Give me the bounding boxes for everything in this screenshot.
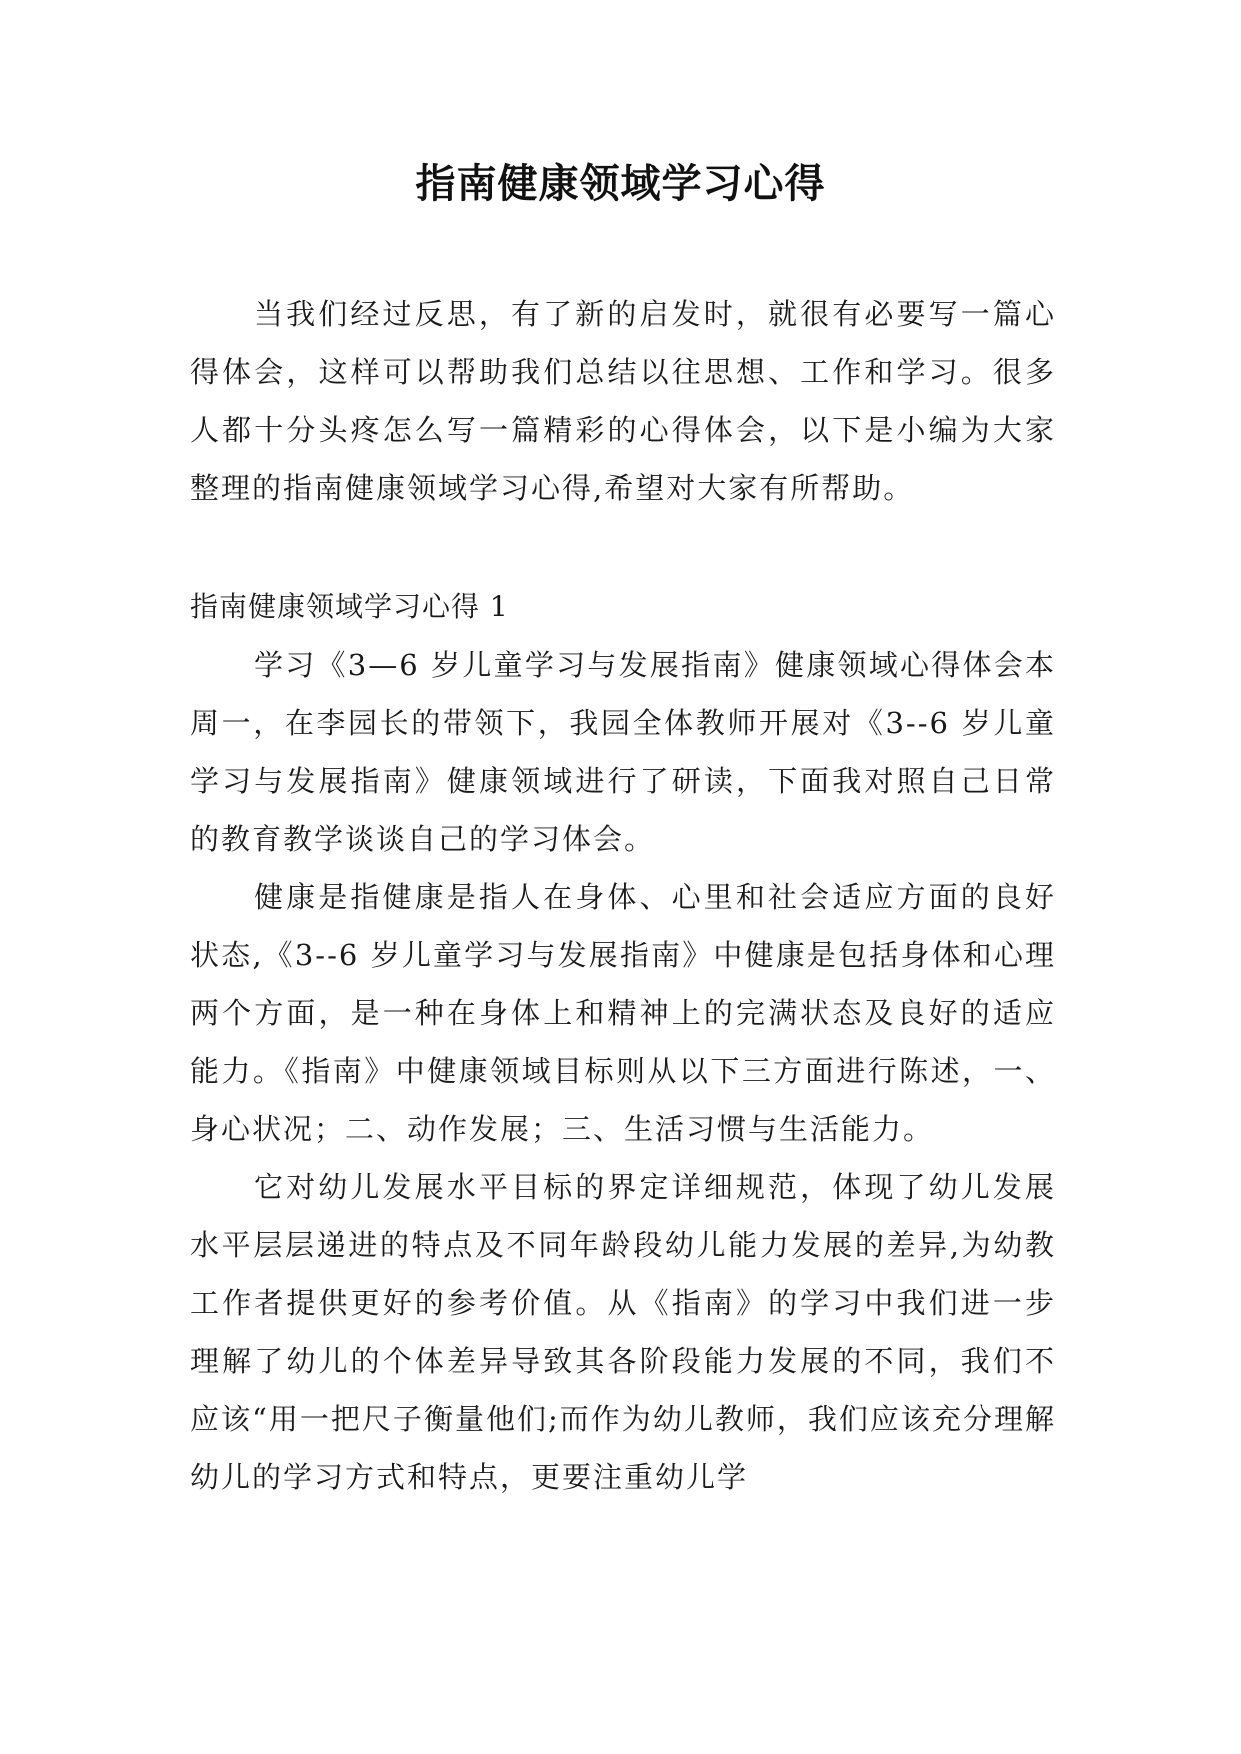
intro-paragraph: 当我们经过反思，有了新的启发时，就很有必要写一篇心得体会，这样可以帮助我们总结以往思想、工作和学习。很多人都十分头疼怎么写一篇精彩的心得体会，以下是小编为大家整理的指南健康领域学习心得,希望对大家有所帮助。: [190, 297, 1056, 505]
body-paragraph: 健康是指健康是指人在身体、心里和社会适应方面的良好状态,《3--6 岁儿童学习与发展指南》中健康是包括身体和心理两个方面，是一种在身体上和精神上的完满状态及良好的适应能力。《指南》中健康领域目标则从以下三方面进行陈述，一、身心状况；二、动作发展；三、生活习惯与生活能力。: [190, 880, 1056, 1146]
body-paragraph: 它对幼儿发展水平目标的界定详细规范，体现了幼儿发展水平层层递进的特点及不同年龄段幼儿能力发展的差异,为幼教工作者提供更好的参考价值。从《指南》的学习中我们进一步理解了幼儿的个体差异导致其各阶段能力发展的不同，我们不应该“用一把尺子衡量他们;而作为幼儿教师，我们应该充分理解幼儿的学习方式和特点，更要注重幼儿学: [190, 1170, 1056, 1494]
body-paragraph: 学习《3—6 岁儿童学习与发展指南》健康领域心得体会本周一，在李园长的带领下，我园全体教师开展对《3--6 岁儿童学习与发展指南》健康领域进行了研读，下面我对照自己日常的教育教学谈谈自己的学习体会。: [190, 648, 1056, 856]
intro-block: [190, 285, 1056, 517]
document-title: 指南健康领域学习心得: [415, 161, 826, 207]
section-1: [190, 578, 1056, 1506]
section-heading: 指南健康领域学习心得 1: [190, 590, 509, 623]
